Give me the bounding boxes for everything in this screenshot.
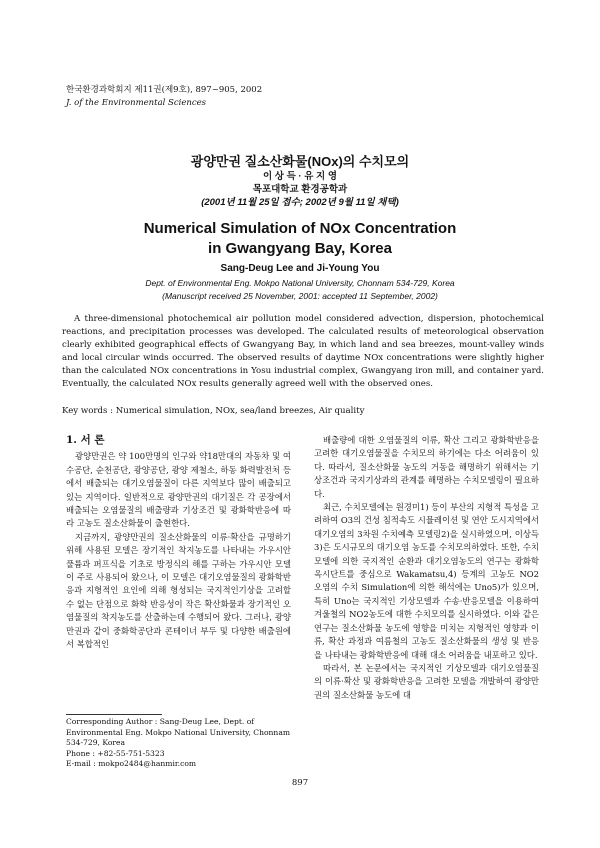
section-heading: 1. 서 론	[66, 434, 105, 446]
footnote-rule	[66, 714, 162, 715]
right-column	[314, 434, 539, 702]
english-title	[0, 219, 600, 259]
korean-affiliation: 목포대학교 환경공학과	[252, 184, 348, 195]
korean-authors: 이 상 득 · 유 지 영	[262, 171, 338, 182]
footnote-corresponding-author: Corresponding Author : Sang-Deug Lee, Dept. of Environmental Eng. Mokpo National University, Chonnam 534-729, Korea	[66, 717, 291, 747]
english-manuscript-date: (Manuscript received 25 November, 2001: accepted 11 September, 2002)	[162, 291, 438, 301]
paragraph: 광양만권은 약 100만명의 인구와 약18만대의 자동차 및 여수공단, 순천공단, 광양공단, 광양 제철소, 하동 화력발전처 등에서 배출되는 대기오염물질이 다른 지역보다 많이 배출되고 있는 지역이다. 일반적으로 광양만권의 대기질은 각 공장에서 배출되는 오염물질의 배출량과 기상조건 및 광화학반응에 따라 고농도 질소산화물이 출현한다.	[66, 451, 291, 529]
journal-korean-line: 한국환경과학회지 제11권(제9호), 897~905, 2002	[66, 85, 263, 95]
english-affiliation-block	[0, 277, 600, 303]
journal-english-line: J. of the Environmental Sciences	[66, 98, 207, 108]
journal-header	[66, 84, 262, 110]
keywords: Key words : Numerical simulation, NOx, sea/land breezes, Air quality	[62, 406, 365, 416]
page-number: 897	[291, 778, 309, 788]
english-title-line-2: in Gwangyang Bay, Korea	[208, 240, 392, 257]
abstract: A three-dimensional photochemical air pollution model considered advection, dispersion, photochemical reactions, and precipitation processes was developed. The calculated results of meteorological observation clearly exhibited geographical effects of Gwangyang Bay, in which land and sea breezes, mount-valley winds and local circular winds occurred. The observed results of daytime NOx concentrations were slightly higher than the calculated NOx concentrations in Yosu industrial complex, Gwangyang iron mill, and container yard. Eventually, the calculated NOx results generally agreed well with the observed ones.	[62, 314, 544, 389]
paragraph: 지금까지, 광양만권의 질소산화물의 이류·확산을 규명하기 위해 사용된 모델은 장기적인 착지농도를 나타내는 가우시안 풀륨과 퍼프식을 기초로 방정식의 해를 구하는 가우시안 모델이 주로 사용되어 왔으나, 이 모델은 대기오염물질의 광화학반응과 지형적인 요인에 의해 형성되는 국지적인기상을 고려할 수 없는 단점으로 화학 반응성이 작은 확산화물과 장기적인 오염물질의 착지농도를 산출하는데 수행되어 왔다. 그러나, 광양만권과 같이 중화학공단과 콘테이너 부두 및 다양한 배출원에서 복합적인	[66, 531, 291, 650]
korean-title: 광양만권 질소산화물(NOx)의 수치모의	[190, 154, 410, 169]
left-column	[66, 434, 291, 652]
english-authors: Sang-Deug Lee and Ji-Young You	[220, 263, 380, 274]
footnote-email: E-mail : mokpo2484@hanmir.com	[66, 759, 197, 768]
paragraph: 따라서, 본 논문에서는 국지적인 기상모델과 대기오염물질의 이류·확산 및 광화학반응을 고려한 모델을 개발하여 광양만권의 질소산화물 농도에 대	[314, 662, 539, 700]
footnote-phone: Phone : +82-55-751-5323	[66, 748, 165, 758]
english-title-line-1: Numerical Simulation of NOx Concentration	[143, 220, 457, 237]
paragraph: 최근, 수치모델에는 원경미1) 등이 부산의 지형적 특성을 고려하여 O3의 건성 침적속도 시뮬레이션 및 연안 도시지역에서 대기오염의 3차원 수치예측 모델링2)을 실시하였으며, 이상득3)은 도시규모의 대기오염 농도를 수치모의하였다. 또한, 수치모델에 의한 국지적인 순환과 대기오염농도의 연구는 광화학 옥시단트를 중심으로 Wakamatsu,4) 등계의 고농도 NO2 오염의 수치 Simulation에 의한 해석에는 Uno5)가 있으며, 특히 Uno는 국지적인 기상모델과 수송·반응모델을 이용하여 겨울철의 NO2농도에 대한 수치모의를 실시하였다. 이와 같은 연구는 질소산화물 농도에 영향을 미치는 지형적인 영향과 이류, 확산 과정과 여름철의 고농도 질소산화물의 생성 및 반응을 나타내는 광화학반응에 대해 대소 어려움을 내포하고 있다.	[314, 502, 539, 660]
korean-author-block	[0, 170, 600, 209]
korean-received-date: (2001년 11월 25일 접수; 2002년 9월 11일 채택)	[201, 197, 399, 208]
english-affiliation: Dept. of Environmental Eng. Mokpo National University, Chonnam 534-729, Korea	[145, 278, 455, 288]
footnote	[66, 717, 291, 770]
paragraph: 배출량에 대한 오염물질의 이류, 확산 그리고 광화학반응을 고려한 대기오염물질을 수치모의 하기에는 다소 어려움이 있다. 따라서, 질소산화물 농도의 거동을 해명하기 위해서는 기상조건과 국지기상과의 관계를 해명하는 수치모델링이 필요하다.	[314, 435, 539, 499]
